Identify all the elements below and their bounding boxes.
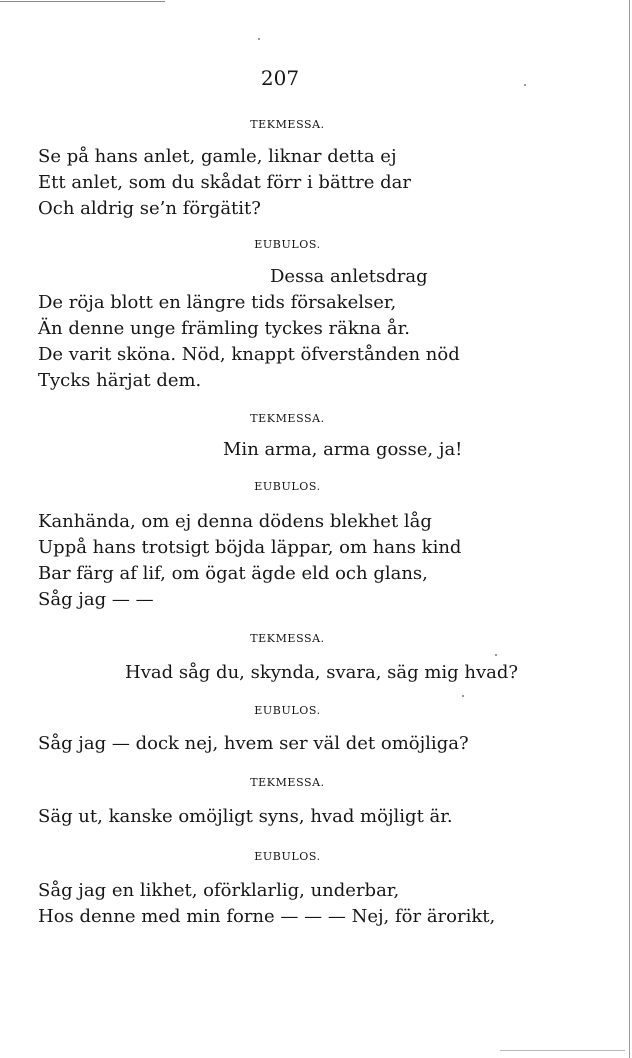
verse-line: De röja blott en längre tids försakelser, (38, 292, 397, 313)
verse-line: Se på hans anlet, gamle, liknar detta ej (38, 146, 397, 167)
verse-line: Ett anlet, som du skådat förr i bättre dar (38, 172, 411, 193)
verse-line: Dessa anletsdrag (270, 266, 428, 287)
speaker-tekmessa: TEKMESSA. (250, 412, 325, 425)
verse-line: Bar färg af lif, om ögat ägde eld och glans, (38, 563, 428, 584)
page-number: 207 (260, 66, 300, 90)
verse-line: Hvad såg du, skynda, svara, säg mig hvad? (125, 662, 519, 683)
speaker-tekmessa: TEKMESSA. (250, 776, 325, 789)
verse-line: De varit sköna. Nöd, knappt öfverstånden nöd (38, 344, 460, 365)
verse-line: Såg jag — dock nej, hvem ser väl det omöjliga? (38, 733, 469, 754)
verse-line: Min arma, arma gosse, ja! (223, 439, 463, 460)
bottom-rule (500, 1050, 625, 1051)
speaker-eubulos: EUBULOS. (254, 238, 321, 251)
print-speck (258, 38, 260, 40)
print-speck (462, 695, 464, 697)
verse-line: Än denne unge främling tyckes räkna år. (38, 318, 410, 339)
speaker-eubulos: EUBULOS. (254, 850, 321, 863)
speaker-tekmessa: TEKMESSA. (250, 632, 325, 645)
verse-line: Hos denne med min forne — — — Nej, för ärorikt, (38, 906, 496, 927)
verse-line: Och aldrig se’n förgätit? (38, 198, 261, 219)
speaker-tekmessa: TEKMESSA. (250, 118, 325, 131)
verse-line: Uppå hans trotsigt böjda läppar, om hans kind (38, 537, 462, 558)
top-rule (0, 1, 165, 2)
verse-line: Kanhända, om ej denna dödens blekhet låg (38, 511, 432, 532)
verse-line: Tycks härjat dem. (38, 370, 202, 391)
verse-line: Såg jag en likhet, oförklarlig, underbar, (38, 880, 400, 901)
speaker-eubulos: EUBULOS. (254, 704, 321, 717)
page-edge (629, 0, 630, 1058)
verse-line: Säg ut, kanske omöjligt syns, hvad möjligt är. (38, 806, 453, 827)
verse-line: Såg jag — — (38, 589, 154, 610)
speaker-eubulos: EUBULOS. (254, 480, 321, 493)
print-speck (495, 654, 497, 656)
